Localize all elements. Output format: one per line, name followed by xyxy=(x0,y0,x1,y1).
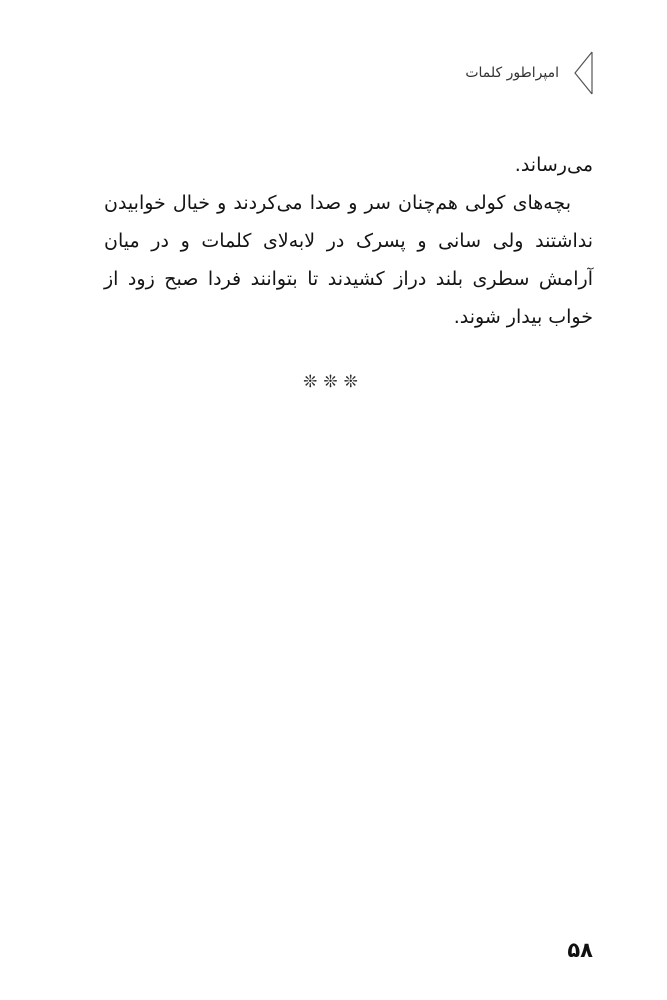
paragraph: بچه‌های کولی هم‌چنان سر و صدا می‌کردند و خیال خوابیدن نداشتند ولی سانی و پسرک در لابه‌لای کلمات و در میان آرامش سطری بلند دراز کشیدند تا بتوانند فردا صبح زود از خواب بیدار شوند. xyxy=(104,192,593,328)
running-header xyxy=(465,50,593,96)
section-break-ornament: ❊❊❊ xyxy=(303,372,364,392)
body-text xyxy=(104,146,593,336)
page-number: ۵۸ xyxy=(567,938,593,962)
book-title: امپراطور کلمات xyxy=(465,65,559,81)
paragraph-continuation: می‌رساند. xyxy=(514,154,593,176)
triangle-bracket-icon xyxy=(573,51,593,95)
